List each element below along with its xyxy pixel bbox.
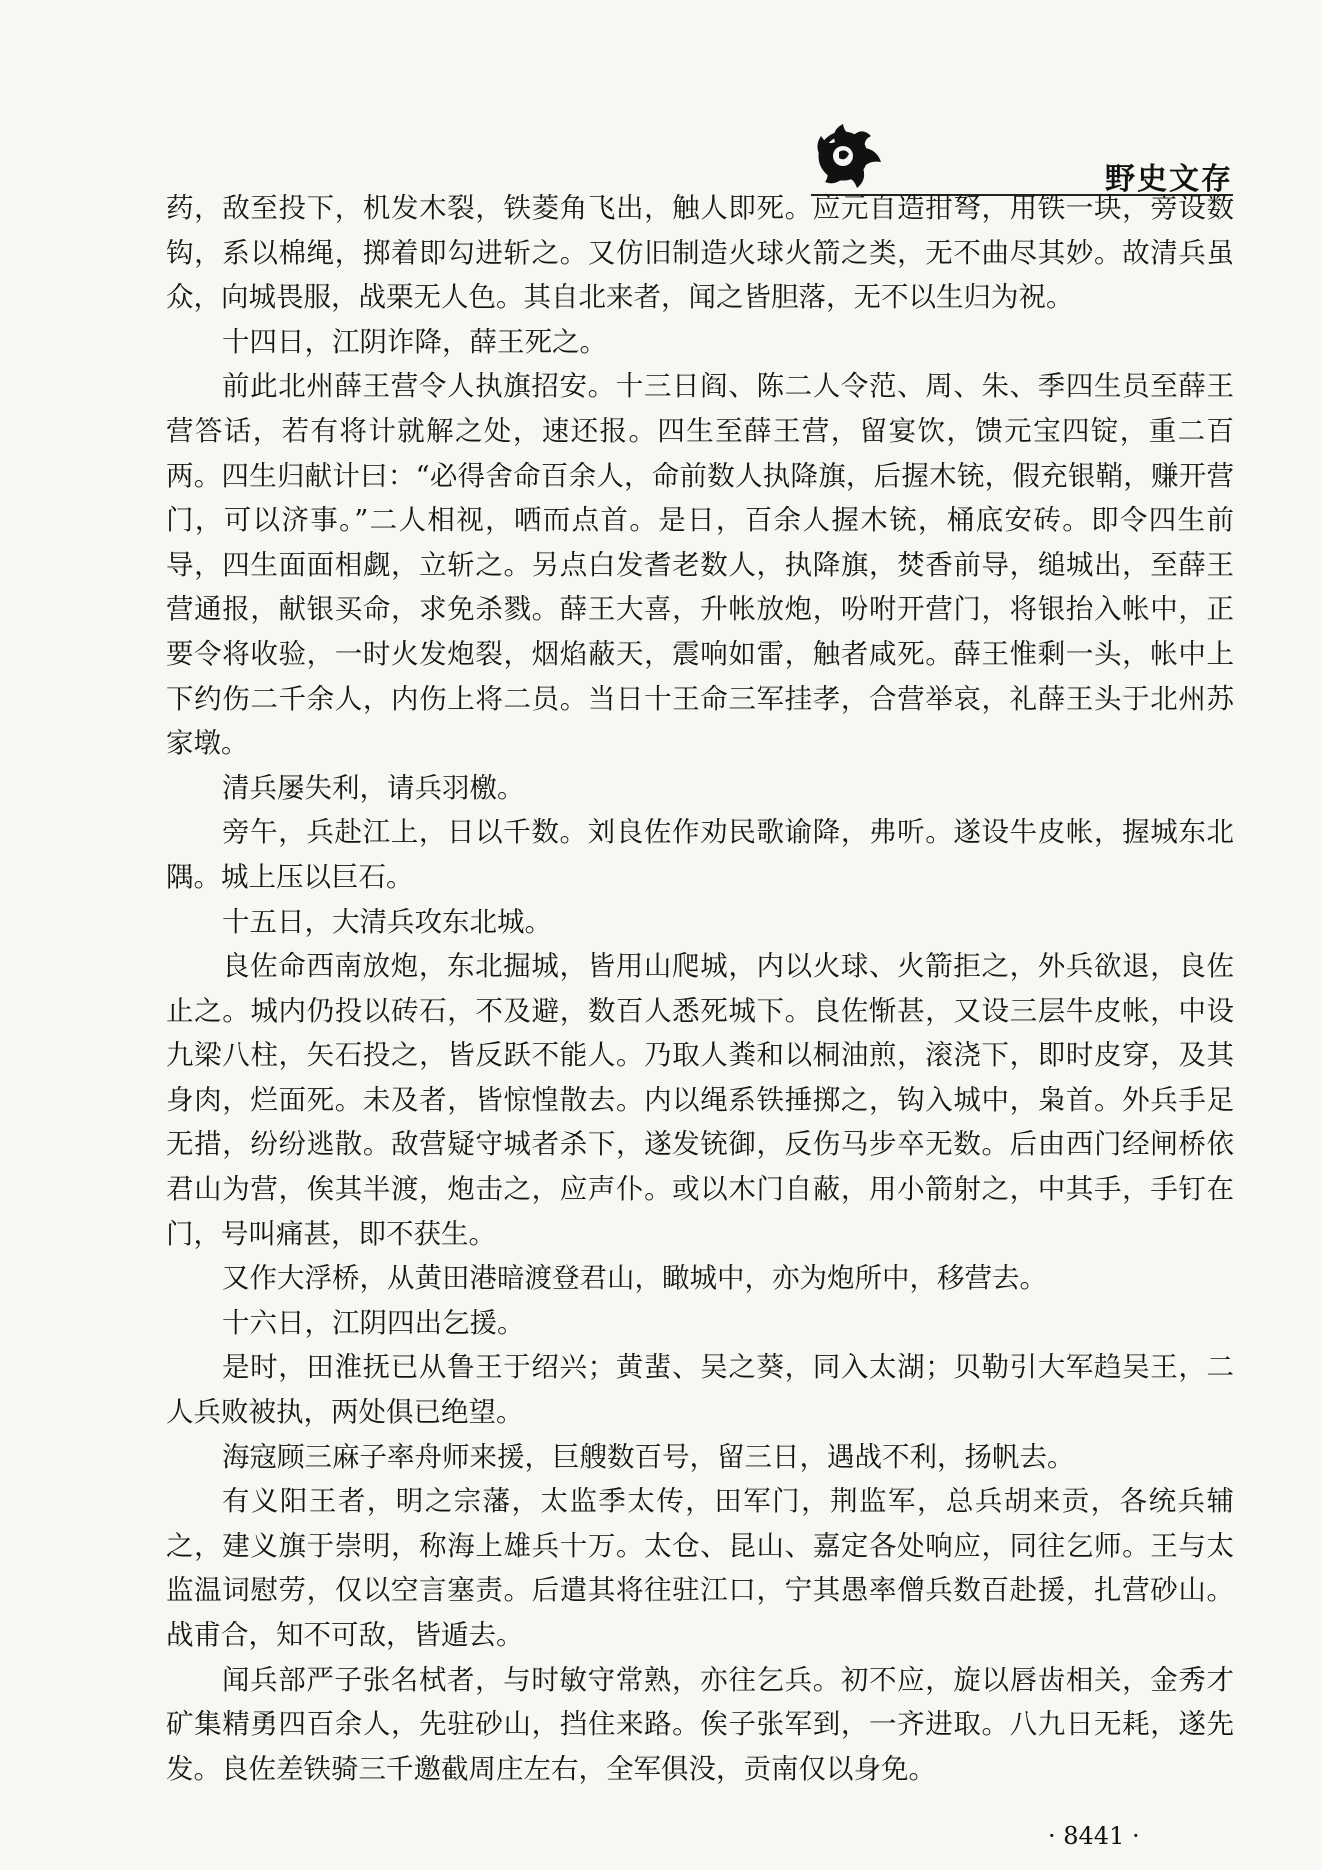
paragraph: 十四日，江阴诈降，薛王死之。	[222, 325, 607, 358]
paragraph: 良佐命西南放炮，东北掘城，皆用山爬城，内以火球、火箭拒之，外兵欲退，良佐止之。城内仍投以砖石，不及避，数百人悉死城下。良佐惭甚，又设三层牛皮帐，中设九梁八柱，矢石投之，皆反跃不能人。乃取人粪和以桐油煎，滚浇下，即时皮穿，及其身肉，烂面死。未及者，皆惊惶散去。内以绳系铁捶掷之，钩入城中，枭首。外兵手足无措，纷纷逃散。敌营疑守城者杀下，遂发铳御，反伤马步卒无数。后由西门经闸桥依君山为营，俟其半渡，炮击之，应声仆。或以木门自蔽，用小箭射之，中其手，手钉在门，号叫痛甚，即不获生。	[166, 950, 1234, 1250]
body-text	[166, 186, 1234, 1791]
paragraph: 十六日，江阴四出乞援。	[222, 1306, 525, 1339]
paragraph: 十五日，大清兵攻东北城。	[222, 905, 552, 938]
running-title: 野史文存	[1105, 162, 1233, 197]
paragraph: 又作大浮桥，从黄田港暗渡登君山，瞰城中，亦为炮所中，移营去。	[222, 1262, 1047, 1295]
paragraph: 清兵屡失利，请兵羽檄。	[222, 771, 525, 804]
paragraph: 是时，田淮抚已从鲁王于绍兴；黄蜚、吴之葵，同入太湖；贝勒引大军趋吴王，二人兵败被执，两处俱已绝望。	[166, 1351, 1234, 1429]
paragraph: 前此北州薛王营令人执旗招安。十三日阎、陈二人令范、周、朱、季四生员至薛王营答话，若有将计就解之处，速还报。四生至薛王营，留宴饮，馈元宝四锭，重二百两。四生归献计曰：“必得舍命百余人，命前数人执降旗，后握木铳，假充银鞘，赚开营门，可以济事。”二人相视，哂而点首。是日，百余人握木铳，桶底安砖。即令四生前导，四生面面相觑，立斩之。另点白发耆老数人，执降旗，焚香前导，缒城出，至薛王营通报，献银买命，求免杀戮。薛王大喜，升帐放炮，吩咐开营门，将银抬入帐中，正要令将收验，一时火发炮裂，烟焰蔽天，震响如雷，触者咸死。薛王惟剩一头，帐中上下约伤二千余人，内伤上将二员。当日十王命三军挂孝，合营举哀，礼薛王头于北州苏家墩。	[166, 370, 1234, 760]
paragraph: 海寇顾三麻子率舟师来援，巨艘数百号，留三日，遇战不利，扬帆去。	[222, 1440, 1075, 1473]
page-number: · 8441 ·	[1048, 1822, 1140, 1850]
paragraph: 旁午，兵赴江上，日以千数。刘良佐作劝民歌谕降，弗听。遂设牛皮帐，握城东北隅。城上压以巨石。	[166, 816, 1234, 893]
paragraph: 闻兵部严子张名栻者，与时敏守常熟，亦往乞兵。初不应，旋以唇齿相关，金秀才矿集精勇四百余人，先驻砂山，挡住来路。俟子张军到，一齐进取。八九日无耗，遂先发。良佐差铁骑三千邀截周庄左右，全军俱没，贡南仅以身免。	[166, 1663, 1234, 1785]
paragraph: 药，敌至投下，机发木裂，铁菱角飞出，触人即死。应元自造拑弩，用铁一块，旁设数钩，系以棉绳，掷着即勾进斩之。又仿旧制造火球火箭之类，无不曲尽其妙。故清兵虽众，向城畏服，战栗无人色。其自北来者，闻之皆胆落，无不以生归为祝。	[166, 192, 1234, 314]
dragon-emblem-icon	[805, 118, 885, 190]
paragraph: 有义阳王者，明之宗藩，太监季太传，田军门，荆监军，总兵胡来贡，各统兵辅之，建义旗于崇明，称海上雄兵十万。太仓、昆山、嘉定各处响应，同往乞师。王与太监温词慰劳，仅以空言塞责。后遣其将往驻江口，宁其愚率僧兵数百赴援，扎营砂山。战甫合，知不可敌，皆遁去。	[166, 1485, 1234, 1651]
